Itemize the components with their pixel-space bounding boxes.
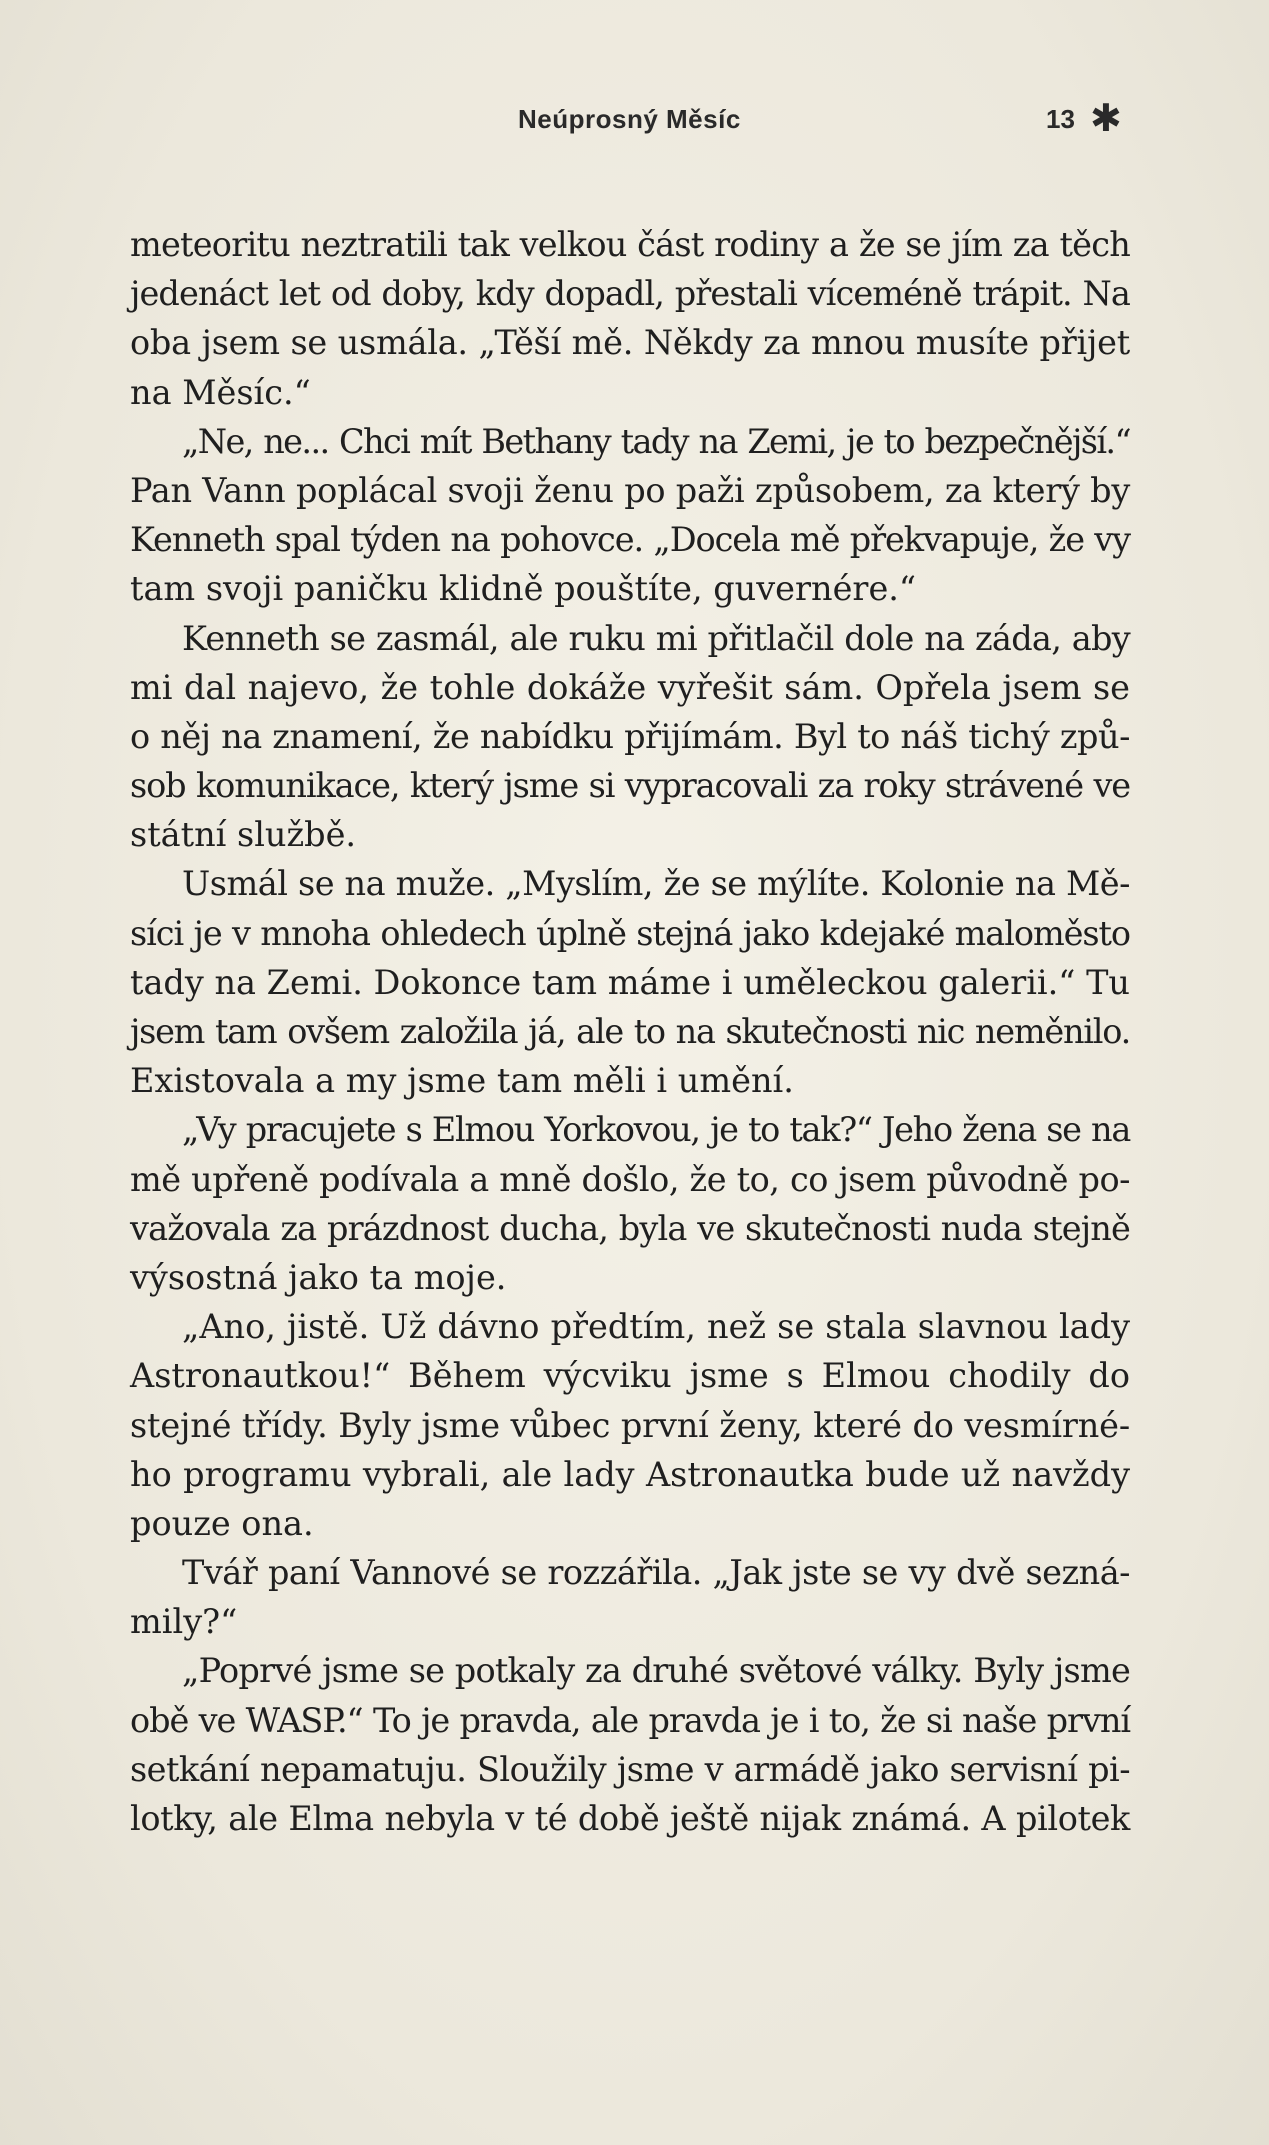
text-line: tam svoji paničku klidně pouštíte, guvernére.“ (130, 569, 917, 609)
text-line: Kenneth se zasmál, ale ruku mi přitlačil dole na záda, aby (182, 618, 1130, 658)
text-line: stejné třídy. Byly jsme vůbec první ženy, které do vesmírné- (130, 1405, 1130, 1445)
text-line: výsostná jako ta moje. (130, 1257, 507, 1297)
text-line: obě ve WASP.“ To je pravda, ale pravda je i to, že si naše první (130, 1700, 1130, 1740)
text-line: Usmál se na muže. „Myslím, že se mýlíte. Kolonie na Mě- (182, 864, 1130, 904)
text-line: státní službě. (130, 815, 357, 855)
text-line: síci je v mnoha ohledech úplně stejná jako kdejaké maloměsto (130, 913, 1130, 953)
running-head-title: Neúprosný Měsíc (518, 104, 741, 134)
text-line: „Ano, jistě. Už dávno předtím, než se stala slavnou lady (182, 1307, 1130, 1347)
text-line: na Měsíc.“ (130, 372, 311, 412)
text-line: Astronautkou!“ Během výcviku jsme s Elmou chodily do (130, 1356, 1130, 1396)
text-line: sob komunikace, který jsme si vypracovali za roky strávené ve (130, 766, 1130, 806)
text-line: pouze ona. (130, 1503, 314, 1543)
text-line: jsem tam ovšem založila já, ale to na skutečnosti nic neměnilo. (130, 1012, 1130, 1051)
running-head (0, 100, 1269, 140)
text-line: oba jsem se usmála. „Těší mě. Někdy za mnou musíte přijet (130, 323, 1130, 363)
text-line: „Ne, ne... Chci mít Bethany tady na Zemi, je to bezpečnější.“ (182, 421, 1130, 461)
text-line: ho programu vybrali, ale lady Astronautka bude už navždy (130, 1454, 1130, 1494)
text-line: Existovala a my jsme tam měli i umění. (130, 1061, 794, 1101)
page-number: 13 (1046, 104, 1075, 134)
text-line: jedenáct let od doby, kdy dopadl, přestali víceméně trápit. Na (130, 274, 1130, 314)
text-line: tady na Zemi. Dokonce tam máme i uměleckou galerii.“ Tu (130, 962, 1130, 1002)
text-line: mi dal najevo, že tohle dokáže vyřešit sám. Opřela jsem se (130, 667, 1130, 707)
text-line: lotky, ale Elma nebyla v té době ještě nijak známá. A pilotek (130, 1799, 1130, 1838)
text-line: mě upřeně podívala a mně došlo, že to, co jsem původně po- (130, 1159, 1130, 1199)
text-line: setkání nepamatuju. Sloužily jsme v armádě jako servisní pi- (130, 1749, 1130, 1789)
text-line: „Vy pracujete s Elmou Yorkovou, je to tak?“ Jeho žena se na (182, 1110, 1130, 1150)
text-line: mily?“ (130, 1602, 238, 1642)
text-line: Pan Vann poplácal svoji ženu po paži způsobem, za který by (130, 470, 1130, 510)
text-line: Tvář paní Vannové se rozzářila. „Jak jste se vy dvě sezná- (182, 1553, 1130, 1593)
text-line: važovala za prázdnost ducha, byla ve skutečnosti nuda stejně (130, 1208, 1130, 1248)
text-line: o něj na znamení, že nabídku přijímám. Byl to náš tichý způ- (130, 716, 1130, 756)
asterisk-ornament-icon: ✱ (1090, 98, 1122, 140)
text-line: meteoritu neztratili tak velkou část rodiny a že se jím za těch (130, 225, 1130, 264)
text-line: „Poprvé jsme se potkaly za druhé světové války. Byly jsme (182, 1651, 1130, 1691)
text-line: Kenneth spal týden na pohovce. „Docela mě překvapuje, že vy (130, 520, 1130, 560)
body-text (130, 220, 1130, 1843)
